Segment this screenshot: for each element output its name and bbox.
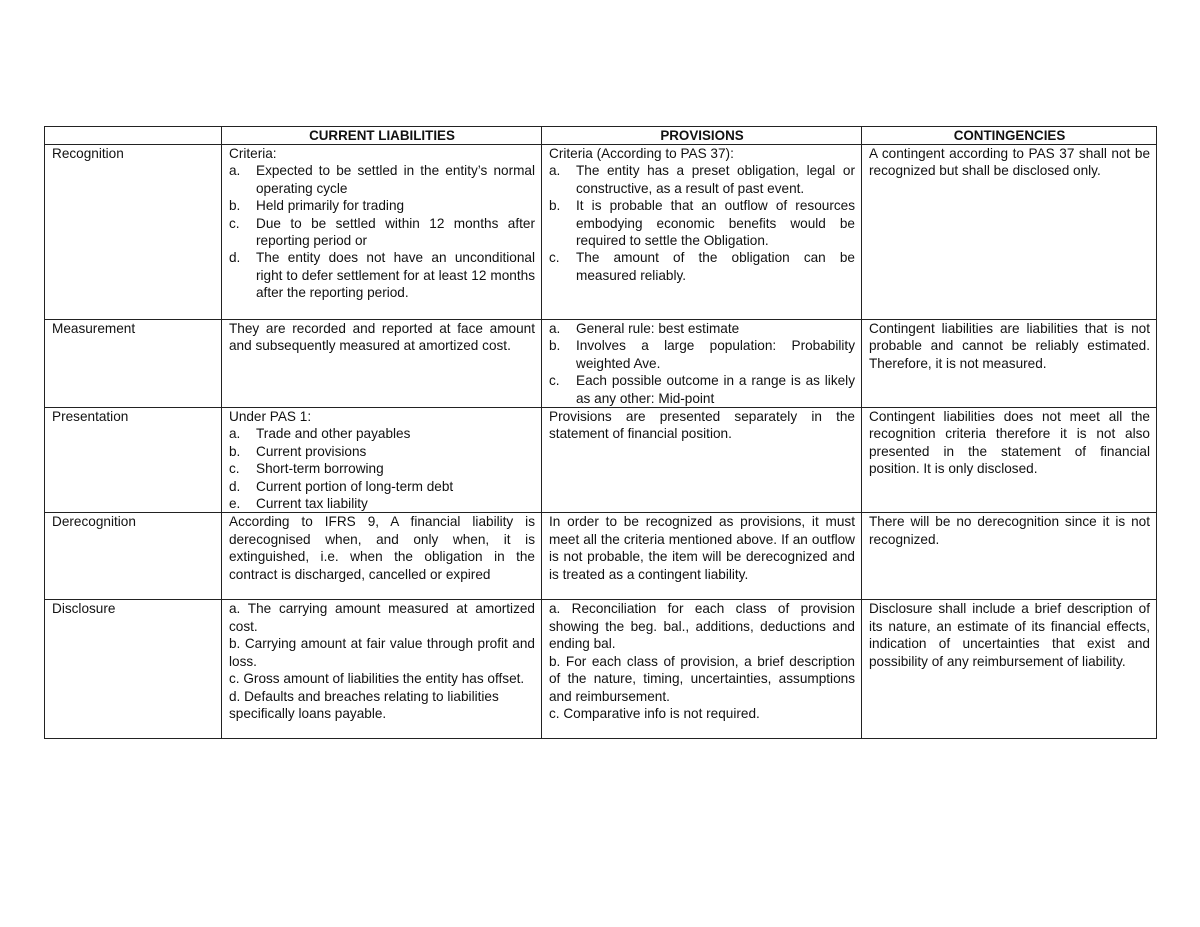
row-derecognition	[45, 513, 1157, 600]
header-row	[45, 127, 1157, 145]
cell-derecognition-contingencies: There will be no derecognition since it is not recognized.	[862, 513, 1157, 600]
list-item: b. Current provisions	[229, 443, 367, 459]
cell-measurement-current: They are recorded and reported at face amount and subsequently measured at amortized cost.	[222, 320, 542, 408]
list-item: a. General rule: best estimate	[549, 321, 740, 336]
cell-intro: Criteria:	[229, 146, 277, 161]
cell-intro: Criteria (According to PAS 37):	[549, 146, 734, 161]
cell-presentation-current	[222, 408, 542, 513]
list-item: b. Involves a large population: Probability weighted Ave.	[549, 338, 855, 371]
comparison-table	[44, 126, 1157, 739]
row-presentation	[45, 408, 1157, 513]
list-item: c. The amount of the obligation can be measured reliably.	[549, 250, 855, 283]
row-measurement	[45, 320, 1157, 408]
cell-measurement-contingencies: Contingent liabilities are liabilities that is not probable and cannot be reliably estimated. Therefore, it is not measured.	[862, 320, 1157, 408]
cell-disclosure-contingencies: Disclosure shall include a brief description of its nature, an estimate of its financial effects, indication of uncertainties that exist and possibility of any reimbursement of liability.	[862, 600, 1157, 739]
list-item: c. Each possible outcome in a range is as likely as any other: Mid-point	[549, 373, 855, 406]
disclosure-line: a. The carrying amount measured at amortized cost.	[229, 601, 535, 634]
disclosure-line: d. Defaults and breaches relating to liabilities specifically loans payable.	[229, 688, 499, 721]
header-contingencies: CONTINGENCIES	[862, 127, 1157, 145]
cell-measurement-provisions	[542, 320, 862, 408]
list-item: c. Due to be settled within 12 months after reporting period or	[229, 215, 535, 249]
list-item: b. It is probable that an outflow of resources embodying economic benefits would be required to settle the Obligation.	[549, 198, 855, 249]
list-item: c. Short-term borrowing	[229, 461, 384, 477]
disclosure-line: c. Gross amount of liabilities the entity has offset.	[229, 671, 525, 687]
cell-derecognition-current: According to IFRS 9, A financial liability is derecognised when, and only when, it is extinguished, i.e. when the obligation in the contract is discharged, cancelled or expired	[222, 513, 542, 600]
list-item: d. Current portion of long-term debt	[229, 478, 454, 494]
list-item: a. The entity has a preset obligation, legal or constructive, as a result of past event.	[549, 163, 855, 196]
disclosure-line: b. For each class of provision, a brief description of the nature, timing, uncertainties, assumptions and reimbursement.	[549, 653, 855, 704]
row-disclosure	[45, 600, 1157, 739]
disclosure-line: b. Carrying amount at fair value through profit and loss.	[229, 636, 535, 669]
row-label-presentation: Presentation	[45, 408, 222, 513]
list-item: e. Current tax liability	[229, 496, 368, 512]
header-blank	[45, 127, 222, 145]
cell-recognition-contingencies: A contingent according to PAS 37 shall not be recognized but shall be disclosed only.	[862, 145, 1157, 320]
list-item: b. Held primarily for trading	[229, 198, 405, 214]
header-provisions: PROVISIONS	[542, 127, 862, 145]
row-label-derecognition: Derecognition	[45, 513, 222, 600]
measurement-list	[549, 320, 855, 407]
criteria-list	[229, 162, 535, 301]
disclosure-line: c. Comparative info is not required.	[549, 705, 760, 721]
row-label-disclosure: Disclosure	[45, 600, 222, 739]
cell-derecognition-provisions: In order to be recognized as provisions, it must meet all the criteria mentioned above. If an outflow is not probable, the item will be derecognized and is treated as a contingent liability.	[542, 513, 862, 600]
cell-recognition-provisions	[542, 145, 862, 320]
header-current-liabilities: CURRENT LIABILITIES	[222, 127, 542, 145]
cell-presentation-provisions: Provisions are presented separately in the statement of financial position.	[542, 408, 862, 513]
list-item: a. Expected to be settled in the entity’s normal operating cycle	[229, 163, 535, 196]
cell-disclosure-current	[222, 600, 542, 739]
cell-intro: Under PAS 1:	[229, 409, 312, 425]
list-item: a. Trade and other payables	[229, 426, 411, 442]
row-label-recognition: Recognition	[45, 145, 222, 320]
presentation-list	[229, 425, 535, 512]
criteria-list	[549, 162, 855, 284]
row-recognition	[45, 145, 1157, 320]
cell-disclosure-provisions	[542, 600, 862, 739]
cell-presentation-contingencies: Contingent liabilities does not meet all the recognition criteria therefore it is not also presented in the statement of financial position. It is only disclosed.	[862, 408, 1157, 513]
list-item: d. The entity does not have an unconditional right to defer settlement for at least 12 months after the reporting period.	[229, 250, 535, 301]
row-label-measurement: Measurement	[45, 320, 222, 408]
disclosure-line: a. Reconciliation for each class of provision showing the beg. bal., additions, deductions and ending bal.	[549, 601, 855, 652]
cell-recognition-current	[222, 145, 542, 320]
